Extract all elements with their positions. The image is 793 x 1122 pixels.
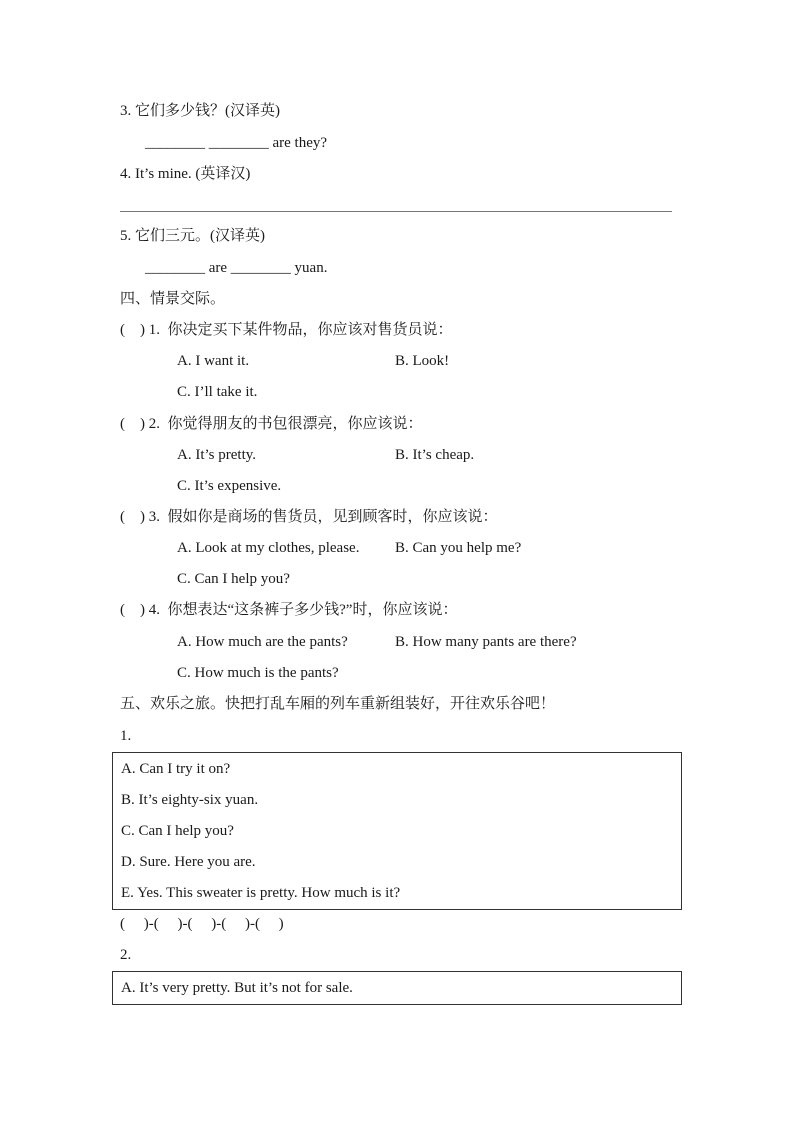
q3-answer-blanks[interactable]: ________ ________ are they?: [145, 135, 328, 151]
option-a: A. It’s pretty.: [177, 447, 257, 463]
option-c: C. It’s expensive.: [177, 478, 282, 494]
group-1-sentence-box: [112, 752, 682, 910]
sentence-c: C. Can I help you?: [121, 823, 234, 839]
sentence-a: A. It’s very pretty. But it’s not for sale.: [121, 980, 353, 996]
section5-title: 五、欢乐之旅。快把打乱车厢的列车重新组装好，开往欢乐谷吧！: [120, 696, 556, 712]
group-1-answer-slots[interactable]: ( )-( )-( )-( )-( ): [120, 916, 284, 932]
sentence-d: D. Sure. Here you are.: [121, 854, 256, 870]
option-b: B. It’s cheap.: [395, 447, 475, 463]
option-a: A. Look at my clothes, please.: [177, 540, 360, 556]
option-a: A. I want it.: [177, 353, 250, 369]
sentence-e: E. Yes. This sweater is pretty. How much is it?: [121, 885, 401, 901]
q4-prompt: 4. It’s mine. (英译汉): [120, 166, 251, 182]
sentence-b: B. It’s eighty-six yuan.: [121, 792, 259, 808]
group-2-number: 2.: [120, 947, 132, 963]
question-stem: ( ) 3. 假如你是商场的售货员，见到顾客时，你应该说：: [120, 509, 498, 525]
group-1-number: 1.: [120, 728, 132, 744]
group-2-sentence-box: [112, 971, 682, 1005]
q5-prompt: 5. 它们三元。(汉译英): [120, 228, 265, 244]
option-c: C. How much is the pants?: [177, 665, 339, 681]
section4-title: 四、情景交际。: [120, 291, 226, 307]
option-c: C. Can I help you?: [177, 571, 290, 587]
q5-answer-blanks[interactable]: ________ are ________ yuan.: [145, 260, 328, 276]
option-b: B. Look!: [395, 353, 450, 369]
option-b: B. How many pants are there?: [395, 634, 577, 650]
option-b: B. Can you help me?: [395, 540, 522, 556]
option-c: C. I’ll take it.: [177, 384, 258, 400]
question-stem: ( ) 1. 你决定买下某件物品，你应该对售货员说：: [120, 322, 453, 338]
sentence-a: A. Can I try it on?: [121, 761, 231, 777]
q3-prompt: 3. 它们多少钱？(汉译英): [120, 103, 280, 119]
question-stem: ( ) 4. 你想表达“这条裤子多少钱?”时，你应该说：: [120, 602, 458, 618]
q4-answer-line[interactable]: [120, 211, 672, 212]
question-stem: ( ) 2. 你觉得朋友的书包很漂亮，你应该说：: [120, 416, 423, 432]
option-a: A. How much are the pants?: [177, 634, 348, 650]
